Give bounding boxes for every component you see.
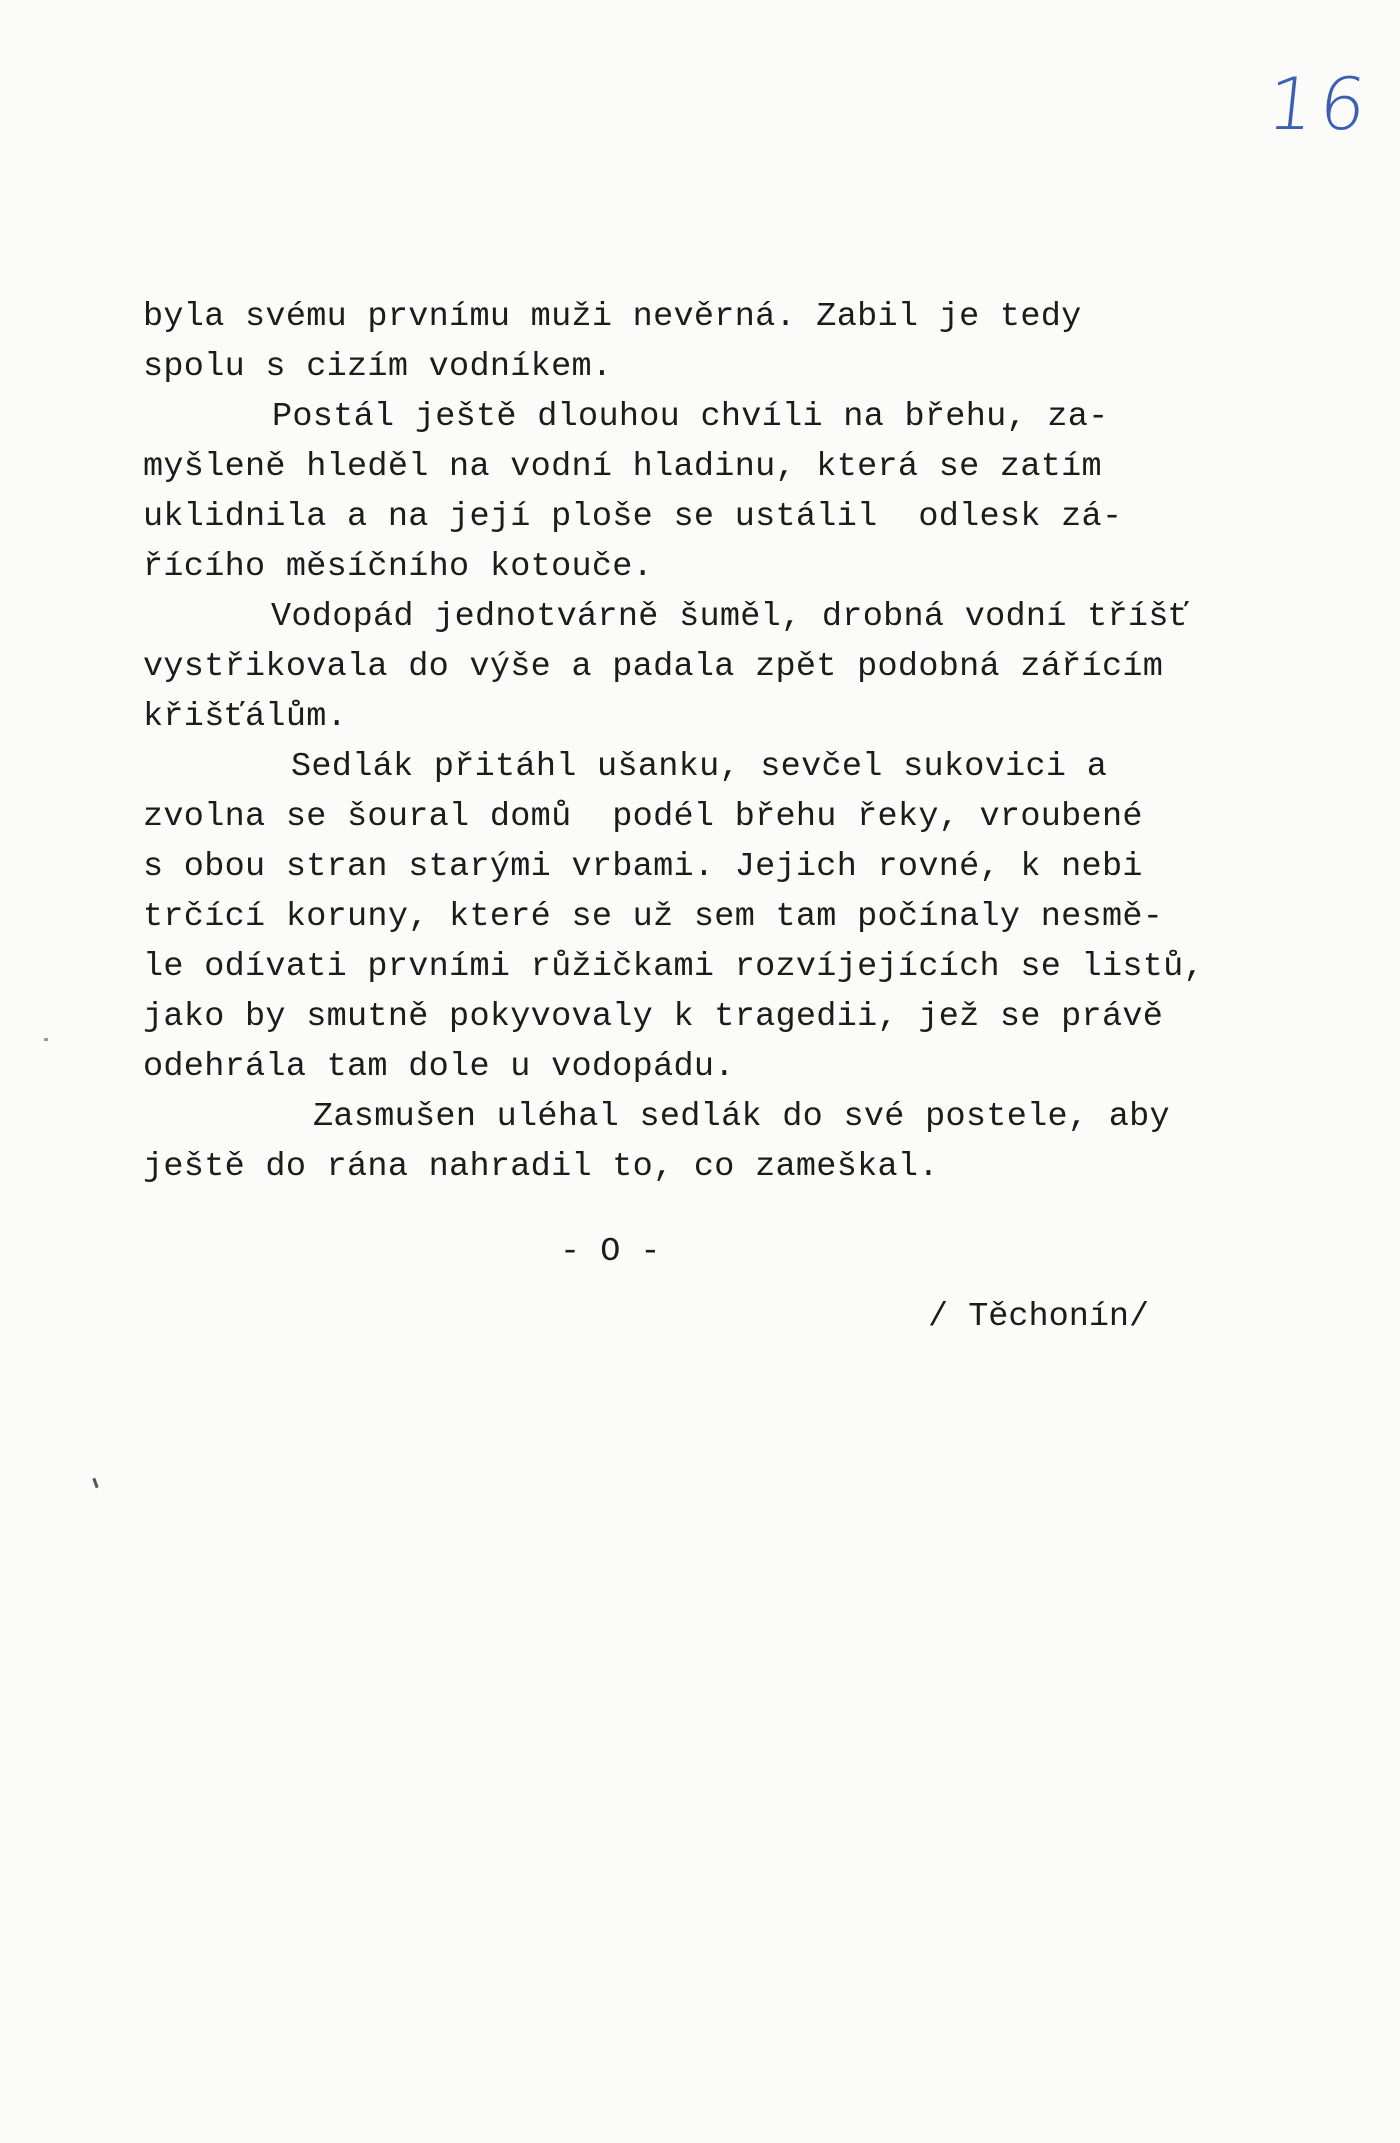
text-line: uklidnila a na její ploše se ustálil odlesk zá- [143, 498, 1123, 536]
text-line: Vodopád jednotvárně šuměl, drobná vodní tříšť [271, 598, 1190, 636]
paragraph-4 [143, 742, 1204, 1092]
paper-speck [92, 1478, 98, 1488]
text-line: Zasmušen uléhal sedlák do své postele, aby [313, 1098, 1170, 1136]
paper-speck [44, 1038, 48, 1041]
text-line: křišťálům. [143, 698, 348, 736]
paragraph-3 [143, 592, 1190, 742]
text-line: Postál ještě dlouhou chvíli na břehu, za- [272, 398, 1109, 436]
typed-text-body [143, 292, 1204, 1192]
text-line: odehrála tam dole u vodopádu. [143, 1048, 735, 1086]
text-line: le odívati prvními růžičkami rozvíjejících se listů, [143, 948, 1204, 986]
paragraph-1 [143, 292, 1183, 392]
text-line: ještě do rána nahradil to, co zameškal. [143, 1148, 939, 1186]
paragraph-5 [143, 1092, 1183, 1192]
text-line: vystřikovala do výše a padala zpět podobná zářícím [143, 648, 1164, 686]
paragraph-2 [143, 392, 1183, 592]
text-line: zvolna se šoural domů podél břehu řeky, vroubené [143, 798, 1143, 836]
section-separator: - O - [560, 1233, 661, 1271]
text-line: s obou stran starými vrbami. Jejich rovné, k nebi [143, 848, 1143, 886]
text-line: myšleně hleděl na vodní hladinu, která se zatím [143, 448, 1102, 486]
text-line: řícího měsíčního kotouče. [143, 548, 654, 586]
place-signature: / Těchonín/ [928, 1298, 1150, 1336]
text-line: byla svému prvnímu muži nevěrná. Zabil je tedy [143, 298, 1082, 336]
text-line: trčící koruny, které se už sem tam počínaly nesmě- [143, 898, 1164, 936]
text-line: spolu s cizím vodníkem. [143, 348, 613, 386]
handwritten-page-number: 16 [1263, 62, 1377, 146]
text-line: jako by smutně pokyvovaly k tragedii, jež se právě [143, 998, 1164, 1036]
text-line: Sedlák přitáhl ušanku, sevčel sukovici a [291, 748, 1108, 786]
